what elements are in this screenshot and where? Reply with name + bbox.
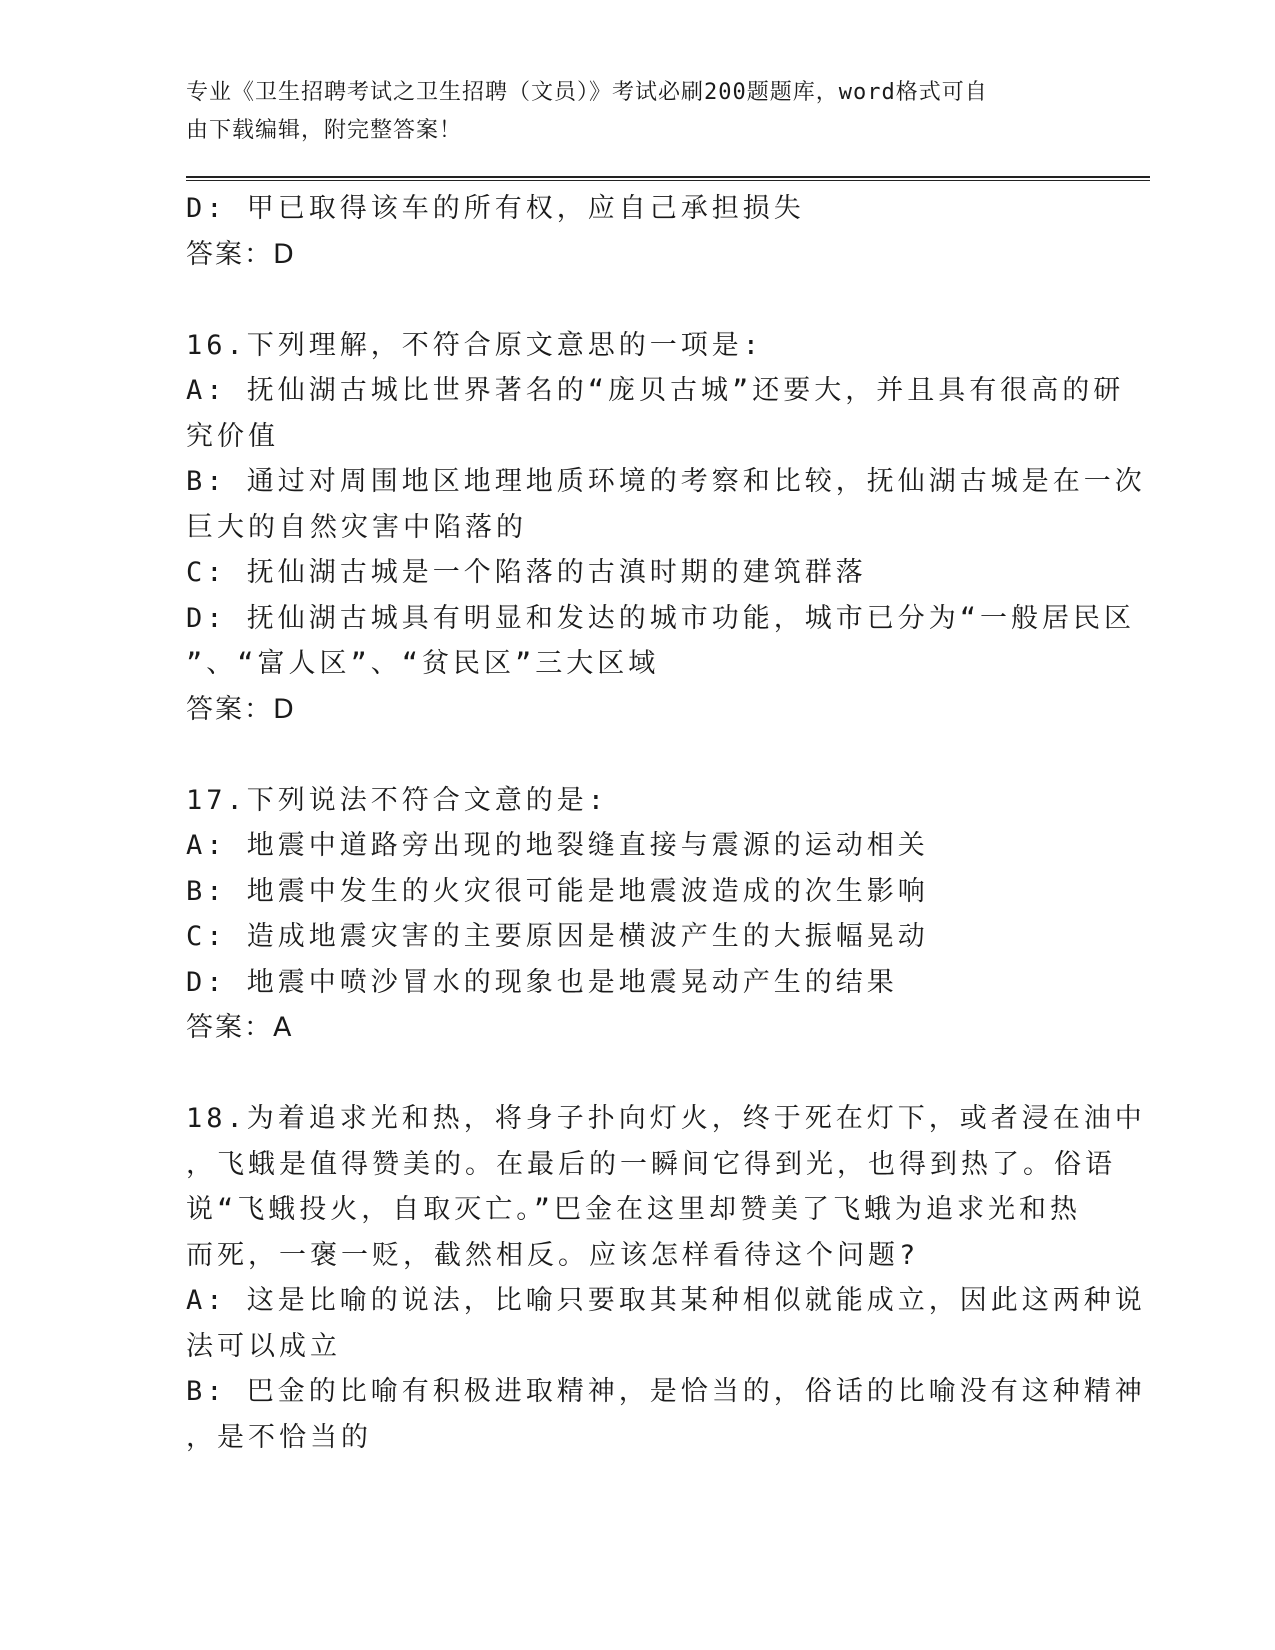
text-line: 说“飞蛾投火，自取灭亡。”巴金在这里却赞美了飞蛾为追求光和热	[186, 1194, 1082, 1225]
text-line: D: 甲已取得该车的所有权，应自己承担损失	[186, 193, 805, 224]
document-body	[186, 186, 1146, 1460]
text-line: A: 地震中道路旁出现的地裂缝直接与震源的运动相关	[186, 830, 929, 861]
block-spacer	[186, 1051, 1086, 1097]
text-line: 究价值	[186, 420, 279, 452]
text-line: 18.为着追求光和热，将身子扑向灯火，终于死在灯下，或者浸在油中	[186, 1103, 1146, 1134]
text-line: A: 抚仙湖古城比世界著名的“庞贝古城”还要大，并且具有很高的研	[186, 375, 1125, 406]
answer-line: 答案：D	[186, 238, 296, 270]
text-line: B: 地震中发生的火灾很可能是地震波造成的次生影响	[186, 875, 929, 907]
text-line: 17.下列说法不符合文意的是:	[186, 784, 609, 816]
header-line-2: 由下载编辑，附完整答案！	[186, 118, 463, 143]
question-block	[186, 323, 1146, 733]
block-spacer	[186, 277, 1086, 323]
text-line: 而死，一褒一贬，截然相反。应该怎样看待这个问题?	[186, 1239, 920, 1271]
header-divider	[186, 176, 1150, 181]
text-line: 巨大的自然灾害中陷落的	[186, 511, 527, 543]
question-block	[186, 1096, 1146, 1460]
answer-line: 答案：D	[186, 693, 296, 725]
question-block	[186, 778, 1086, 1051]
text-line: 法可以成立	[186, 1330, 341, 1362]
text-line: ，是不恰当的	[186, 1421, 372, 1453]
question-block	[186, 186, 1086, 277]
page-header	[186, 74, 1066, 150]
text-line: C: 抚仙湖古城是一个陷落的古滇时期的建筑群落	[186, 557, 867, 588]
text-line: 16.下列理解，不符合原文意思的一项是:	[186, 329, 764, 361]
text-line: B: 巴金的比喻有积极进取精神，是恰当的，俗话的比喻没有这种精神	[186, 1376, 1146, 1407]
text-line: A: 这是比喻的说法，比喻只要取其某种相似就能成立，因此这两种说	[186, 1285, 1146, 1316]
text-line: ，飞蛾是值得赞美的。在最后的一瞬间它得到光，也得到热了。俗语	[186, 1148, 1116, 1180]
answer-line: 答案：A	[186, 1012, 294, 1043]
text-line: C: 造成地震灾害的主要原因是横波产生的大振幅晃动	[186, 921, 929, 952]
text-line: D: 地震中喷沙冒水的现象也是地震晃动产生的结果	[186, 966, 898, 998]
header-line-1: 专业《卫生招聘考试之卫生招聘（文员）》考试必刷200题题库，word格式可自	[186, 80, 988, 105]
text-line: B: 通过对周围地区地理地质环境的考察和比较，抚仙湖古城是在一次	[186, 466, 1146, 497]
block-spacer	[186, 732, 1086, 778]
text-line: D: 抚仙湖古城具有明显和发达的城市功能，城市已分为“一般居民区	[186, 602, 1136, 634]
text-line: ”、“富人区”、“贫民区”三大区域	[186, 648, 660, 679]
